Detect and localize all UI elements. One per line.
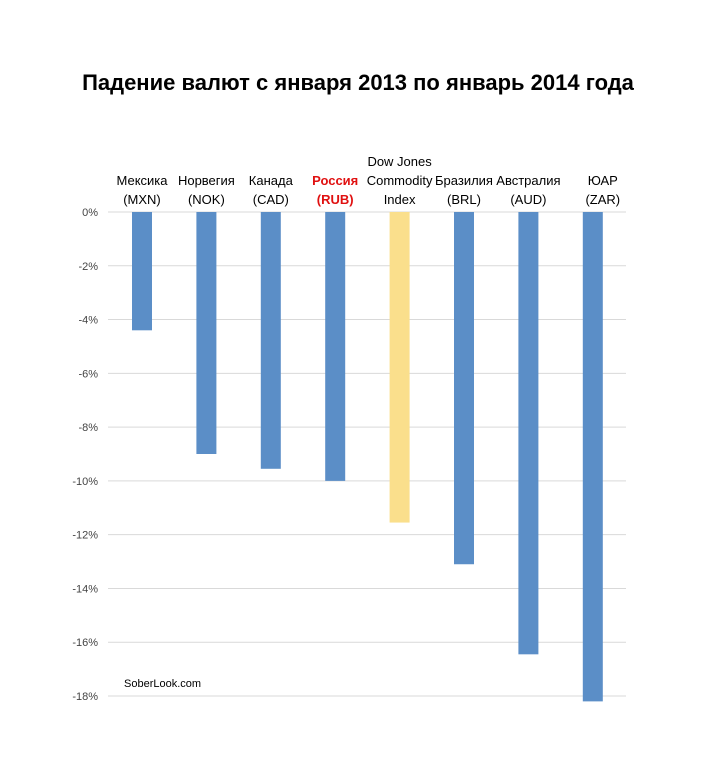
category-label: (RUB) <box>316 192 354 207</box>
category-label: (NOK) <box>187 192 225 207</box>
chart-title: Падение валют с января 2013 по январь 2014 года <box>82 70 634 95</box>
category-label: (CAD) <box>252 192 289 207</box>
category-labels <box>116 154 620 207</box>
category-label: Мексика <box>116 173 168 188</box>
y-tick-label: -12% <box>72 529 98 542</box>
category-label: Index <box>383 192 416 207</box>
bar <box>583 212 603 701</box>
y-tick-label: -10% <box>72 475 98 488</box>
y-tick-label: -6% <box>78 368 98 381</box>
category-label: Австралия <box>496 173 561 188</box>
grid-lines <box>108 212 626 696</box>
category-label: Норвегия <box>177 173 235 188</box>
category-label: Канада <box>248 173 293 188</box>
y-tick-label: -4% <box>78 314 98 327</box>
bar <box>390 212 410 523</box>
bar <box>196 212 216 454</box>
y-tick-label: -8% <box>78 422 98 435</box>
y-tick-label: -18% <box>72 691 98 703</box>
category-label: (MXN) <box>123 192 161 207</box>
y-tick-label: 0% <box>82 207 98 219</box>
bar <box>454 212 474 564</box>
category-label: ЮАР <box>587 173 618 188</box>
category-label: Dow Jones <box>367 154 432 169</box>
category-label: Бразилия <box>435 173 493 188</box>
category-label: (ZAR) <box>585 192 621 207</box>
y-tick-label: -14% <box>72 583 98 596</box>
bar <box>325 212 345 481</box>
category-label: (BRL) <box>447 192 481 207</box>
category-label: (AUD) <box>510 192 547 207</box>
bar <box>518 212 538 654</box>
category-label: Россия <box>312 173 359 188</box>
bar <box>261 212 281 469</box>
bars <box>132 212 603 701</box>
y-axis-tick-labels <box>72 207 98 703</box>
y-tick-label: -16% <box>72 637 98 650</box>
y-tick-label: -2% <box>78 260 98 273</box>
category-label: Commodity <box>366 173 433 188</box>
watermark: SoberLook.com <box>124 678 202 690</box>
bar <box>132 212 152 330</box>
